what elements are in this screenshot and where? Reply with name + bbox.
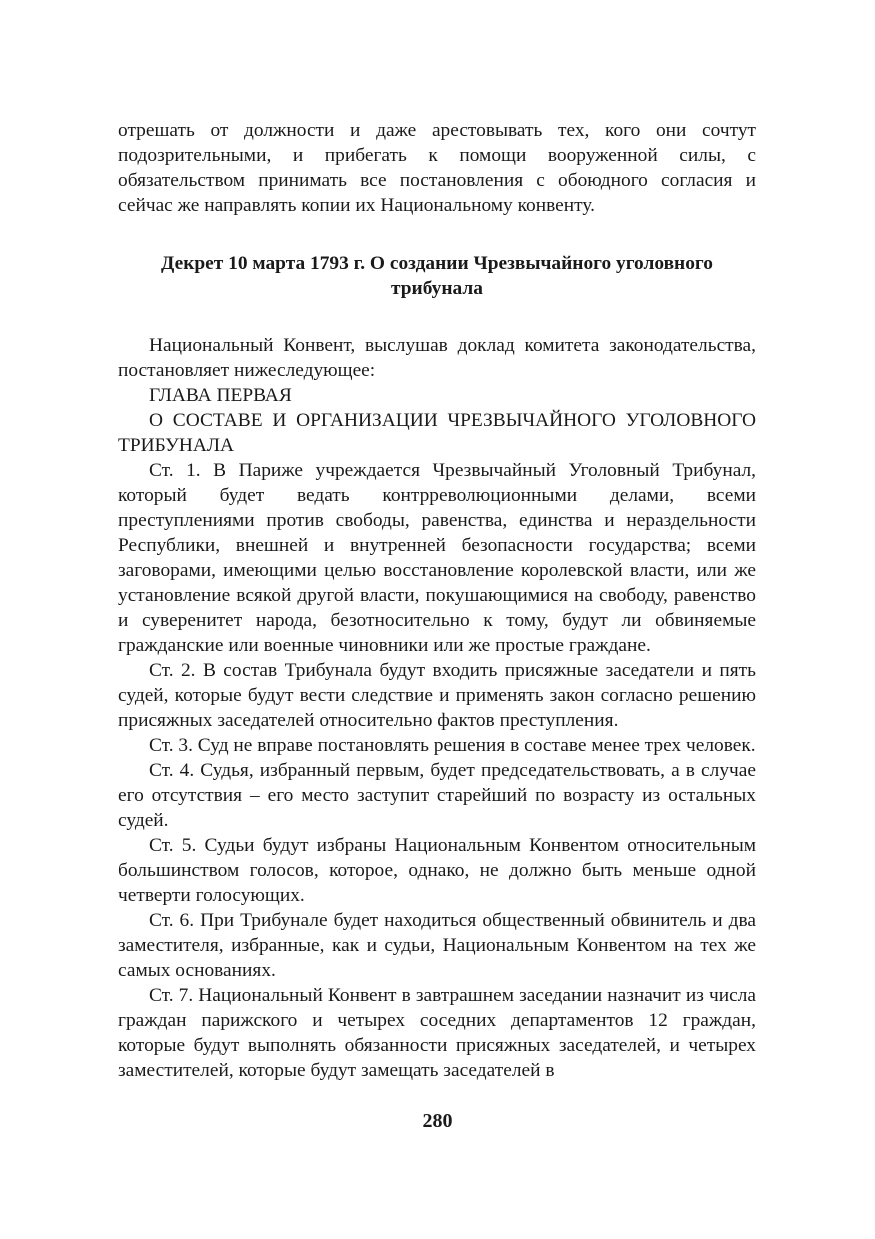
article-2: Ст. 2. В состав Трибунала будут входить присяжные заседатели и пять судей, которые будут вести следствие и применять закон согласно решению присяжных заседателей относительно фактов преступления. [118,660,756,731]
article-5: Ст. 5. Судьи будут избраны Национальным Конвентом относительным большинством голосов, которое, однако, не должно быть меньше одной четверти голосующих. [118,835,756,906]
article-1: Ст. 1. В Париже учреждается Чрезвычайный Уголовный Трибунал, который будет ведать контрреволюционными делами, всеми преступлениями против свободы, равенства, единства и нераздельности Республики, внешней и внутренней безопасности государства; всеми заговорами, имеющими целью восстановление королевской власти, или же установление всякой другой власти, покушающимися на свободу, равенство и суверенитет народа, безотносительно к тому, будут ли обвиняемые гражданские или военные чиновники или же простые граждане. [118,460,756,656]
article-6: Ст. 6. При Трибунале будет находиться общественный обвинитель и два заместителя, избранные, как и судьи, Национальным Конвентом на тех же самых основаниях. [118,910,756,981]
chapter-subheading: О СОСТАВЕ И ОРГАНИЗАЦИИ ЧРЕЗВЫЧАЙНОГО УГОЛОВНОГО ТРИБУНАЛА [118,410,756,456]
chapter-heading: ГЛАВА ПЕРВАЯ [149,385,292,406]
preamble-paragraph: Национальный Конвент, выслушав доклад комитета законодательства, постановляет нижеследующее: [118,335,756,381]
article-3: Ст. 3. Суд не вправе постановлять решения в составе менее трех человек. [149,735,756,756]
article-7: Ст. 7. Национальный Конвент в завтрашнем заседании назначит из числа граждан парижского и четырех соседних департаментов 12 граждан, которые будут выполнять обязанности присяжных заседателей, и четырех заместителей, которые будут замещать заседателей в [118,985,756,1081]
page-body [118,118,756,1083]
decree-title: Декрет 10 марта 1793 г. О создании Чрезвычайного уголовного трибунала [161,253,713,299]
article-4: Ст. 4. Судья, избранный первым, будет председательствовать, а в случае его отсутствия – его место заступит старейший по возрасту из остальных судей. [118,760,756,831]
continuation-paragraph: отрешать от должности и даже арестовывать тех, кого они сочтут подозрительными, и прибегать к помощи вооруженной силы, с обязательством принимать все постановления с обоюдного согласия и сейчас же направлять копии их Национальному конвенту. [118,120,756,216]
page-number: 280 [422,1110,453,1132]
